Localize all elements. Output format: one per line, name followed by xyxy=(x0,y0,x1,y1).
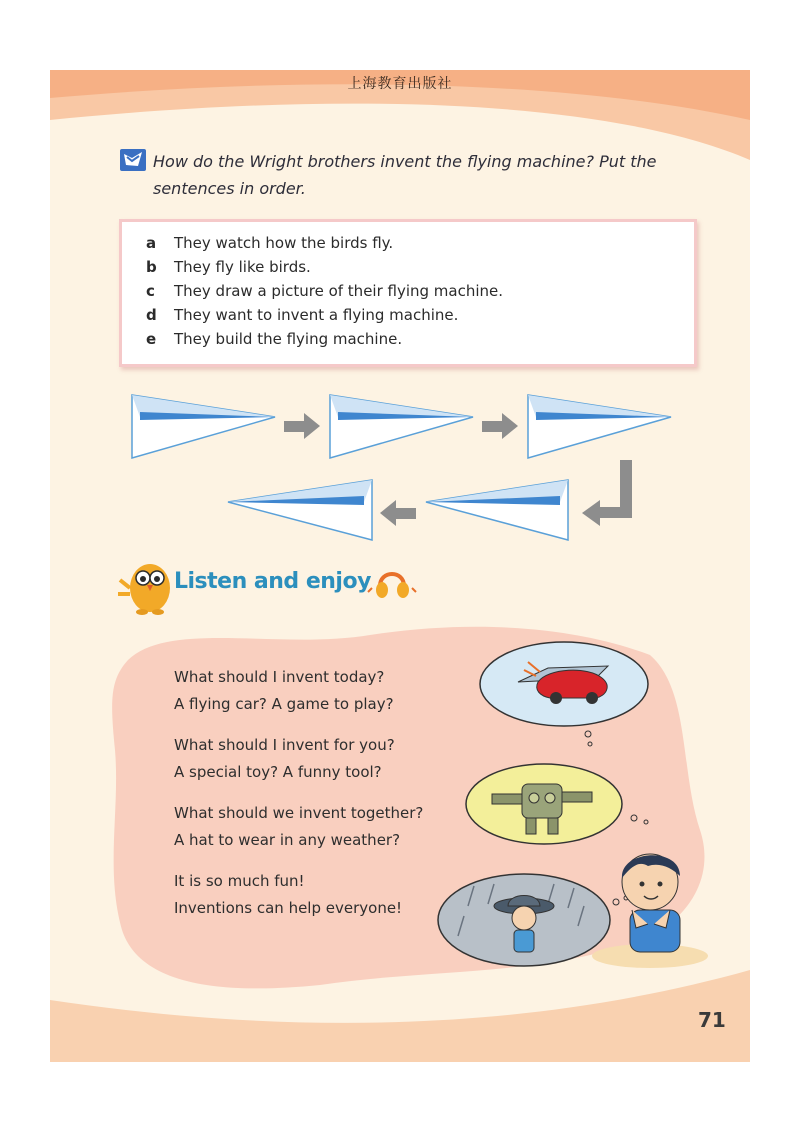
instruction-line-1: How do the Wright brothers invent the flying machine? Put the xyxy=(153,152,657,171)
robot-thought-bubble xyxy=(462,760,657,850)
sentence-text: They want to invent a flying machine. xyxy=(174,306,459,324)
sentence-letter: e xyxy=(146,330,157,348)
poem xyxy=(174,664,423,936)
sentence-text: They build the flying machine. xyxy=(174,330,403,348)
page-number: 71 xyxy=(698,1008,726,1032)
poem-line: What should I invent for you? xyxy=(174,736,395,754)
poem-stanza xyxy=(174,664,423,718)
poem-line: What should we invent together? xyxy=(174,804,424,822)
publisher-header: 上海教育出版社 xyxy=(347,76,453,92)
sentence-text: They fly like birds. xyxy=(174,258,311,276)
sentence-letter: c xyxy=(146,282,155,300)
sentence-text: They draw a picture of their flying machine. xyxy=(174,282,504,300)
poem-stanza xyxy=(174,868,423,922)
instruction-line-2: sentences in order. xyxy=(153,179,306,198)
poem-line: What should I invent today? xyxy=(174,668,385,686)
sentence-letter: d xyxy=(146,306,157,324)
poem-stanza xyxy=(174,732,423,786)
section-title: Listen and enjoy xyxy=(174,569,371,594)
poem-line: Inventions can help everyone! xyxy=(174,899,403,917)
flying-car-thought-bubble xyxy=(478,638,658,750)
poem-stanza xyxy=(174,800,423,854)
sentence-letter: b xyxy=(146,258,157,276)
textbook-page xyxy=(50,70,750,1062)
boy-thinking-illustration xyxy=(590,840,710,970)
poem-line: A hat to wear in any weather? xyxy=(174,831,401,849)
sentence-letter: a xyxy=(146,234,157,252)
poem-line: It is so much fun! xyxy=(174,872,305,890)
sentence-text: They watch how the birds fly. xyxy=(174,234,394,252)
poem-line: A flying car? A game to play? xyxy=(174,695,394,713)
poem-line: A special toy? A funny tool? xyxy=(174,763,382,781)
